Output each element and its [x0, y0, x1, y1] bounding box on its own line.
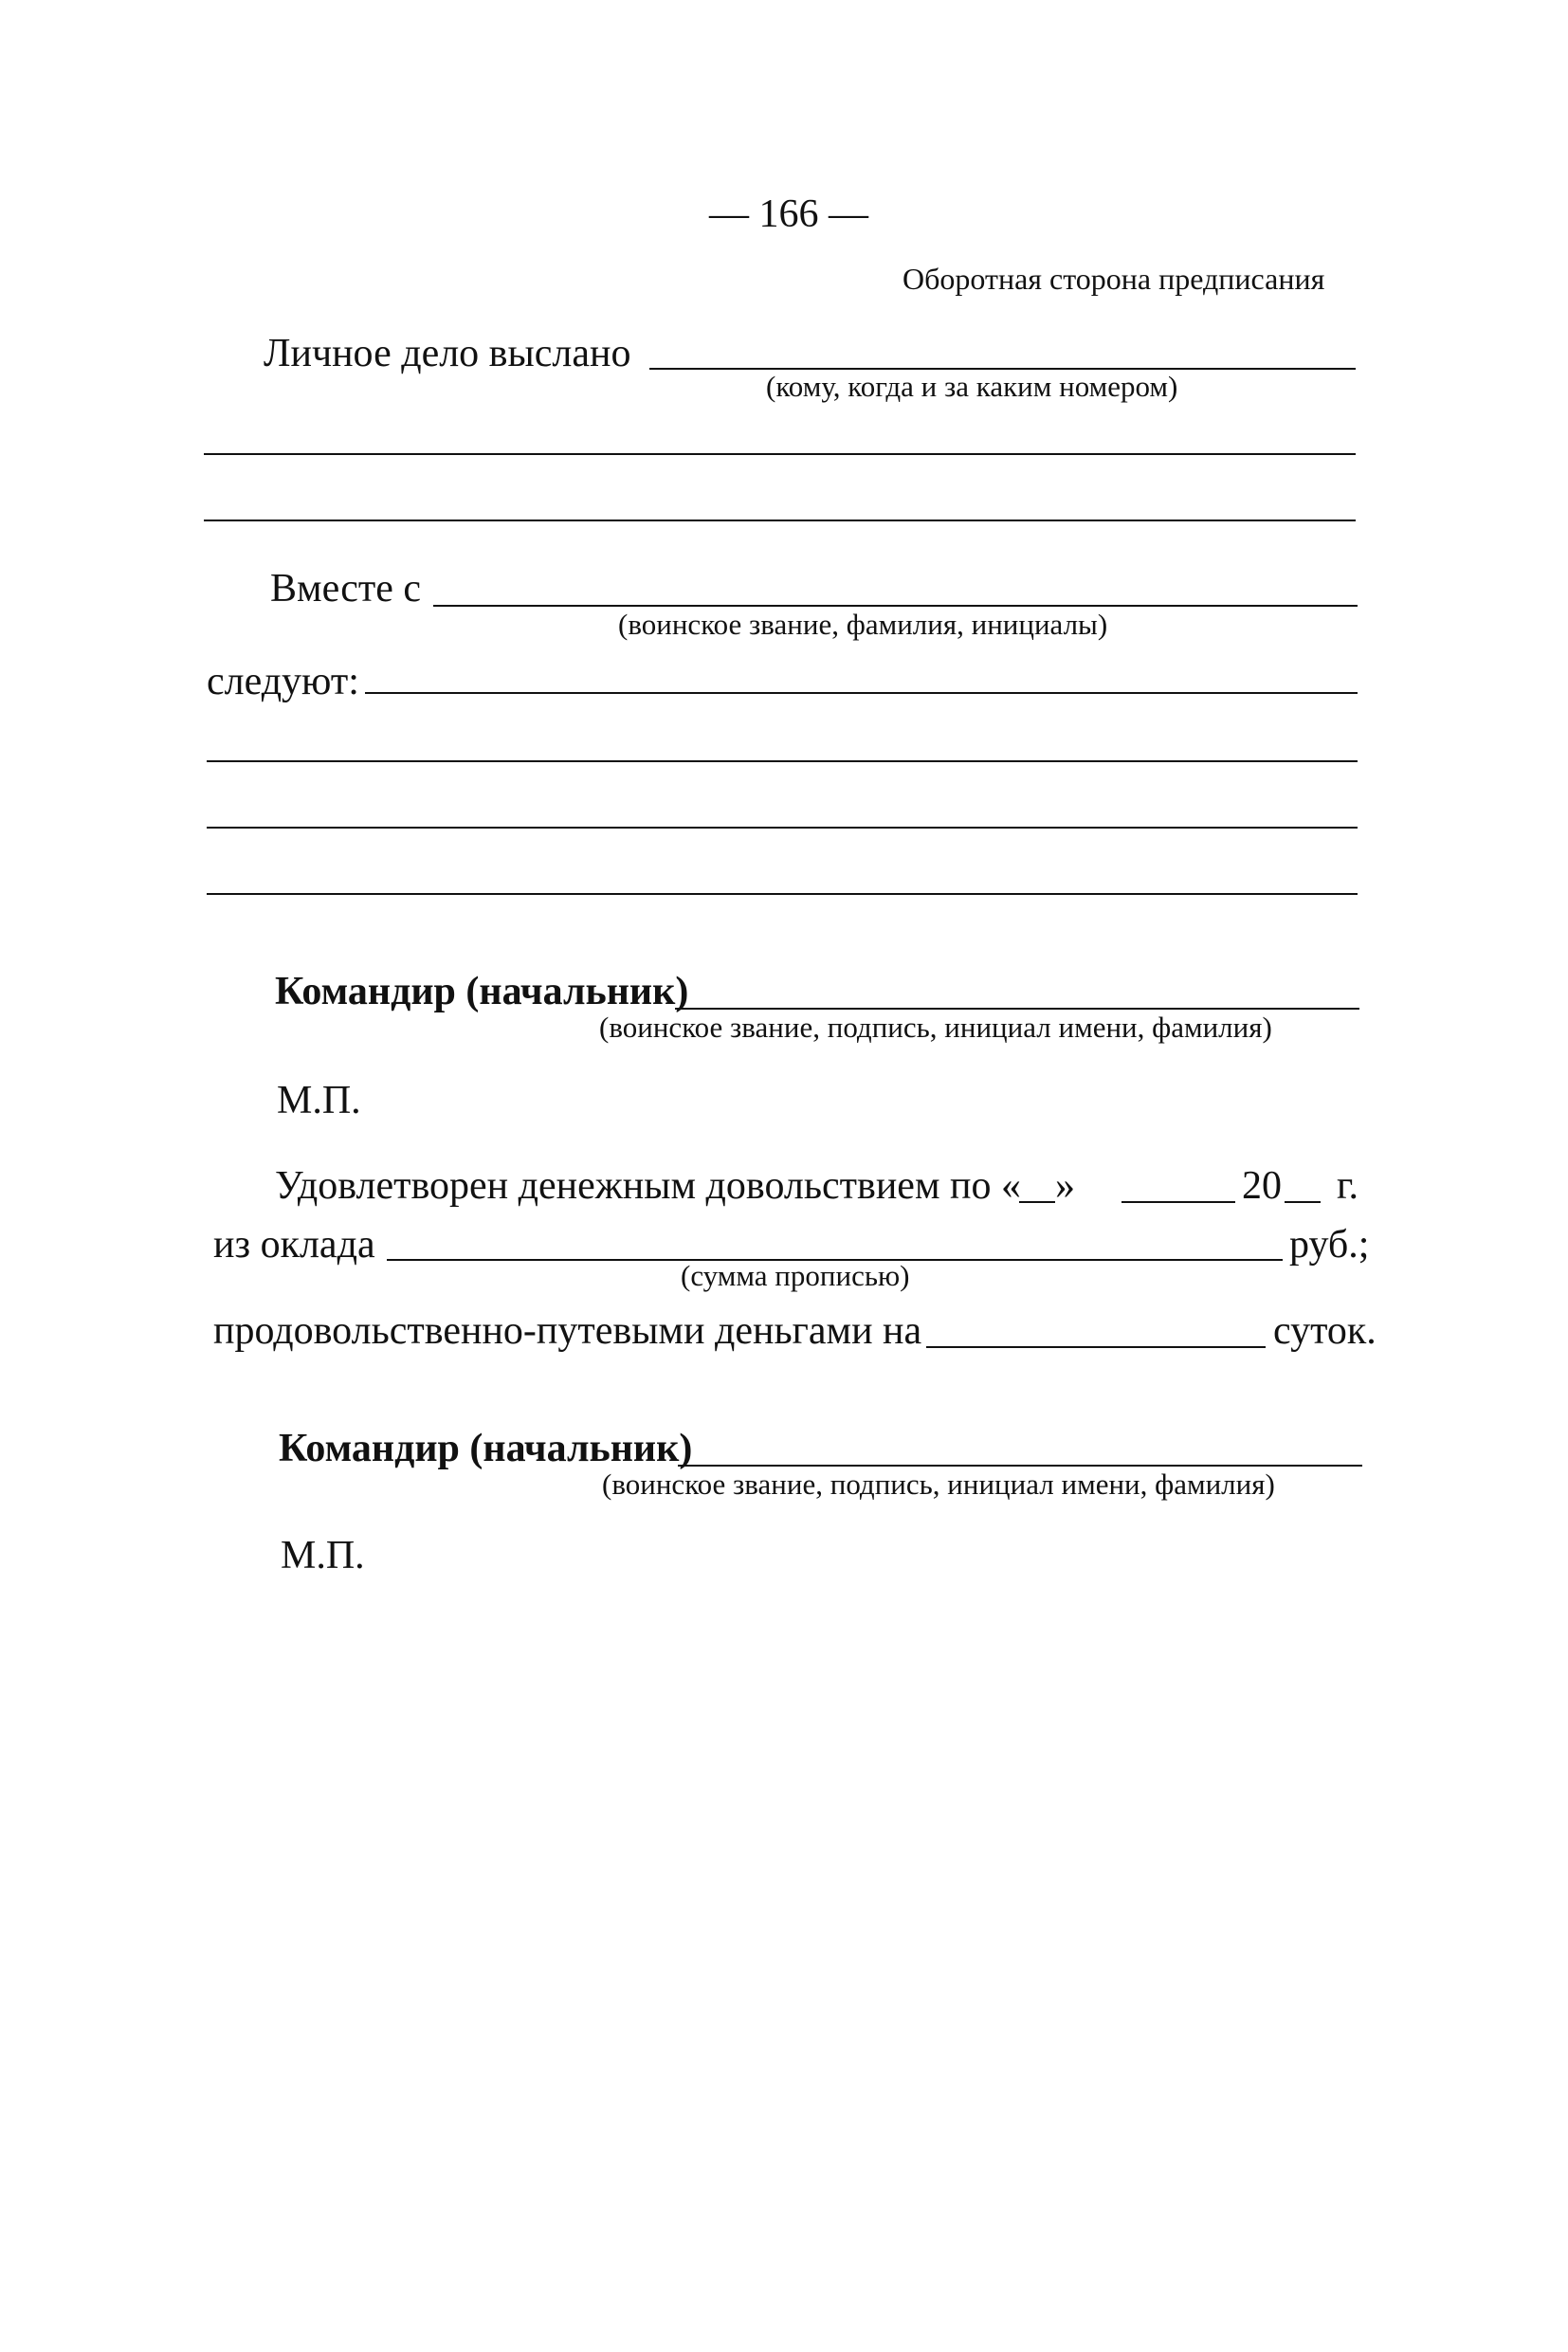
travel-money-label: продовольственно-путевыми деньгами на	[213, 1309, 922, 1353]
stamp-mark-1: М.П.	[277, 1079, 361, 1122]
allowance-text: Удовлетворен денежным довольствием по «	[275, 1164, 1022, 1208]
allowance-day-field[interactable]	[1019, 1201, 1055, 1203]
following-line-3[interactable]	[207, 827, 1358, 829]
travel-days-unit: суток.	[1273, 1309, 1377, 1353]
commander-label-1: Командир (начальник)	[275, 970, 689, 1013]
page-number: — 166 —	[709, 192, 868, 236]
allowance-month-field[interactable]	[1121, 1201, 1235, 1203]
allowance-year-field[interactable]	[1285, 1201, 1321, 1203]
allowance-year-suffix: г.	[1337, 1164, 1358, 1208]
following-field[interactable]	[365, 692, 1358, 694]
travel-days-field[interactable]	[926, 1346, 1266, 1348]
following-line-2[interactable]	[207, 760, 1358, 762]
personal-file-label: Личное дело выслано	[264, 332, 631, 375]
commander-label-2: Командир (начальник)	[279, 1427, 693, 1470]
salary-label: из оклада	[213, 1223, 375, 1267]
personal-file-line-3[interactable]	[204, 520, 1356, 521]
stamp-mark-2: М.П.	[281, 1534, 365, 1577]
salary-hint: (сумма прописью)	[681, 1259, 910, 1292]
allowance-quote-close: »	[1055, 1164, 1075, 1208]
commander-field-1[interactable]	[675, 1008, 1359, 1010]
allowance-year-prefix: 20	[1242, 1164, 1282, 1208]
personal-file-hint: (кому, когда и за каким номером)	[766, 370, 1178, 403]
following-line-4[interactable]	[207, 893, 1358, 895]
salary-unit: руб.;	[1289, 1223, 1370, 1267]
following-label: следуют:	[207, 660, 359, 703]
commander-hint-1: (воинское звание, подпись, инициал имени, фамилия)	[599, 1011, 1272, 1044]
together-with-label: Вместе с	[270, 567, 422, 611]
personal-file-line-2[interactable]	[204, 453, 1356, 455]
commander-field-2[interactable]	[678, 1465, 1362, 1467]
commander-hint-2: (воинское звание, подпись, инициал имени, фамилия)	[602, 1468, 1275, 1501]
header-note: Оборотная сторона предписания	[903, 262, 1325, 296]
together-with-field[interactable]	[433, 605, 1358, 607]
together-with-hint: (воинское звание, фамилия, инициалы)	[618, 608, 1108, 641]
